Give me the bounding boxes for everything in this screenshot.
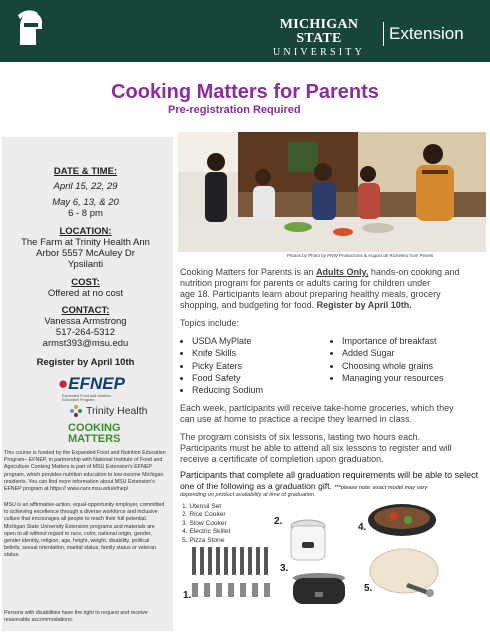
electric-skillet-image: [366, 502, 438, 538]
header-divider: [383, 22, 384, 46]
groceries-line-2: can use at home to practice a recipe they learned in class.: [180, 414, 413, 424]
sessions-line-3: receive a certificate of completion upon graduation.: [180, 454, 384, 464]
topic-item: • Picky Eaters: [192, 360, 263, 372]
topic-item: • USDA MyPlate: [192, 335, 263, 347]
location-line-2: Arbor 5557 McAuley Dr: [36, 248, 135, 259]
class-time: 6 - 8 pm: [68, 208, 103, 219]
page-title: Cooking Matters for Parents: [111, 81, 379, 103]
register-emphasis: Register by April 10th.: [316, 300, 412, 310]
gift-number-2: 2.: [274, 516, 283, 527]
gift-item: 2. Rice Cooker: [182, 511, 226, 519]
date-heading: DATE & TIME:: [53, 166, 118, 177]
intro-line-4a: shopping, and budgeting for food.: [180, 300, 317, 310]
topics-list-left: [182, 335, 263, 396]
cooking-matters-line1: COOKING: [68, 422, 121, 434]
contact-phone: 517-264-5312: [55, 327, 116, 338]
gift-item: 5. Pizza Stone: [182, 536, 225, 544]
cost-value: Offered at no cost: [47, 288, 124, 299]
pizza-stone-image: [368, 547, 440, 597]
topics-list-right: [332, 335, 444, 384]
contact-email[interactable]: armst393@msu.edu: [42, 338, 129, 349]
dates-april: April 15, 22, 29: [53, 181, 118, 192]
efnep-logo-subtitle: Expanded Food and Nutrition Education Program: [62, 394, 112, 402]
topic-item: • Food Safety: [192, 372, 263, 384]
gift-number-5: 5.: [364, 583, 373, 594]
rice-cooker-image: [288, 518, 328, 564]
trinity-dots-icon: [70, 405, 82, 417]
location-line-3: Ypsilanti: [67, 259, 104, 270]
extension-label: Extension: [389, 24, 464, 43]
topics-label: Topics include:: [180, 318, 240, 328]
trinity-health-text: Trinity Health: [86, 405, 148, 417]
msu-name-line2: UNIVERSITY: [273, 47, 365, 58]
msu-wordmark: [258, 18, 380, 59]
gift-list: [182, 503, 230, 545]
sessions-line-2: Participants must be able to attend all six lessons to register and will: [180, 443, 452, 453]
intro-line-2: nutrition program for parents or adults caring for children under: [180, 278, 431, 288]
cooking-matters-line2: MATTERS: [68, 433, 121, 445]
efnep-logo-text: EFNEP: [68, 374, 125, 393]
spartan-helmet-icon: [14, 9, 44, 49]
graduation-line-1: Participants that complete all graduation requirements will be able to select: [180, 470, 479, 480]
gift-number-1: 1.: [183, 590, 192, 601]
intro-line-3: age 18. Participants learn about preparing healthy meals, grocery: [180, 289, 441, 299]
contact-name: Vanessa Armstrong: [44, 316, 127, 327]
accommodations-statement: Persons with disabilities have the right to request and receive reasonable accommodations.: [4, 610, 148, 624]
header-banner: [0, 0, 490, 62]
photo-credit: Photos by Photo by PNW Productions & August de Richelieu from Pexels: [287, 253, 434, 258]
msu-name-line1: MICHIGAN STATE: [279, 17, 359, 46]
topic-item: • Reducing Sodium: [192, 384, 263, 396]
location-line-1: The Farm at Trinity Health Ann: [21, 237, 150, 248]
topic-item: • Added Sugar: [342, 347, 444, 359]
model-note-line-2: depending on product availability at time of graduation.: [180, 492, 316, 498]
cost-heading: COST:: [71, 277, 100, 288]
eeo-statement: MSU is an affirmative-action, equal-opportunity employer, committed to achieving excellence through a diverse workforce and inclusive culture that encourages all people to reach their full potential. Michigan State University Extension programs and materials are open to all without regard to race, color, national origin, gender, gender identity, religion, age, height, weight, disability, political beliefs, sexual orientation, marital status, family status or veteran status.: [4, 502, 165, 559]
utensil-set-image: [186, 545, 278, 605]
graduation-line-2-text: one of the following as a graduation gift.: [180, 481, 335, 491]
family-cooking-photo: [178, 132, 486, 252]
gift-item: 3. Slow Cooker: [182, 519, 227, 527]
gift-number-3: 3.: [280, 563, 289, 574]
sessions-line-1: The program consists of six lessons, lasting two hours each.: [180, 432, 421, 442]
gift-item: 4. Electric Skillet: [182, 528, 231, 536]
gift-number-4: 4.: [358, 522, 367, 533]
model-note: ***please note: exact model may vary: [334, 485, 428, 491]
contact-heading: CONTACT:: [61, 305, 110, 316]
gift-item: 1. Utensil Set: [182, 503, 222, 510]
topic-item: • Managing your resources: [342, 372, 444, 384]
topic-item: • Knife Skills: [192, 347, 263, 359]
page-subtitle: Pre-registration Required: [168, 104, 301, 116]
cooking-matters-logo: [68, 423, 121, 445]
topic-item: • Choosing whole grains: [342, 360, 444, 372]
trinity-health-logo: [70, 405, 147, 417]
register-deadline: Register by April 10th: [36, 357, 135, 368]
funding-statement: This course is funded by the Expanded Food and Nutrition Education Program– EFNEP, in partnership with National Institute of Food and Agriculture Cooking Matters is part of MSU Extension's EFNEP program, which provides nutrition education to low-income Michigan residents. You can find more information about MSU Extension's EFNEP program at https:// www.canr.msu.edu/efnep/: [4, 450, 166, 493]
groceries-line-1: Each week, participants will receive take-home groceries, which they: [180, 403, 454, 413]
adults-only-text: Adults Only,: [316, 267, 369, 277]
intro-part2: hands-on cooking and: [368, 267, 460, 277]
topic-item: • Importance of breakfast: [342, 335, 444, 347]
location-heading: LOCATION:: [59, 226, 112, 237]
intro-line-1: [180, 267, 459, 279]
efnep-logo: [58, 374, 125, 394]
dates-may: May 6, 13, & 20: [52, 197, 119, 208]
apple-icon: ●: [58, 374, 69, 393]
intro-line-4: [180, 300, 412, 312]
slow-cooker-image: [288, 572, 350, 608]
intro-part1: Cooking Matters for Parents is an: [180, 267, 317, 277]
